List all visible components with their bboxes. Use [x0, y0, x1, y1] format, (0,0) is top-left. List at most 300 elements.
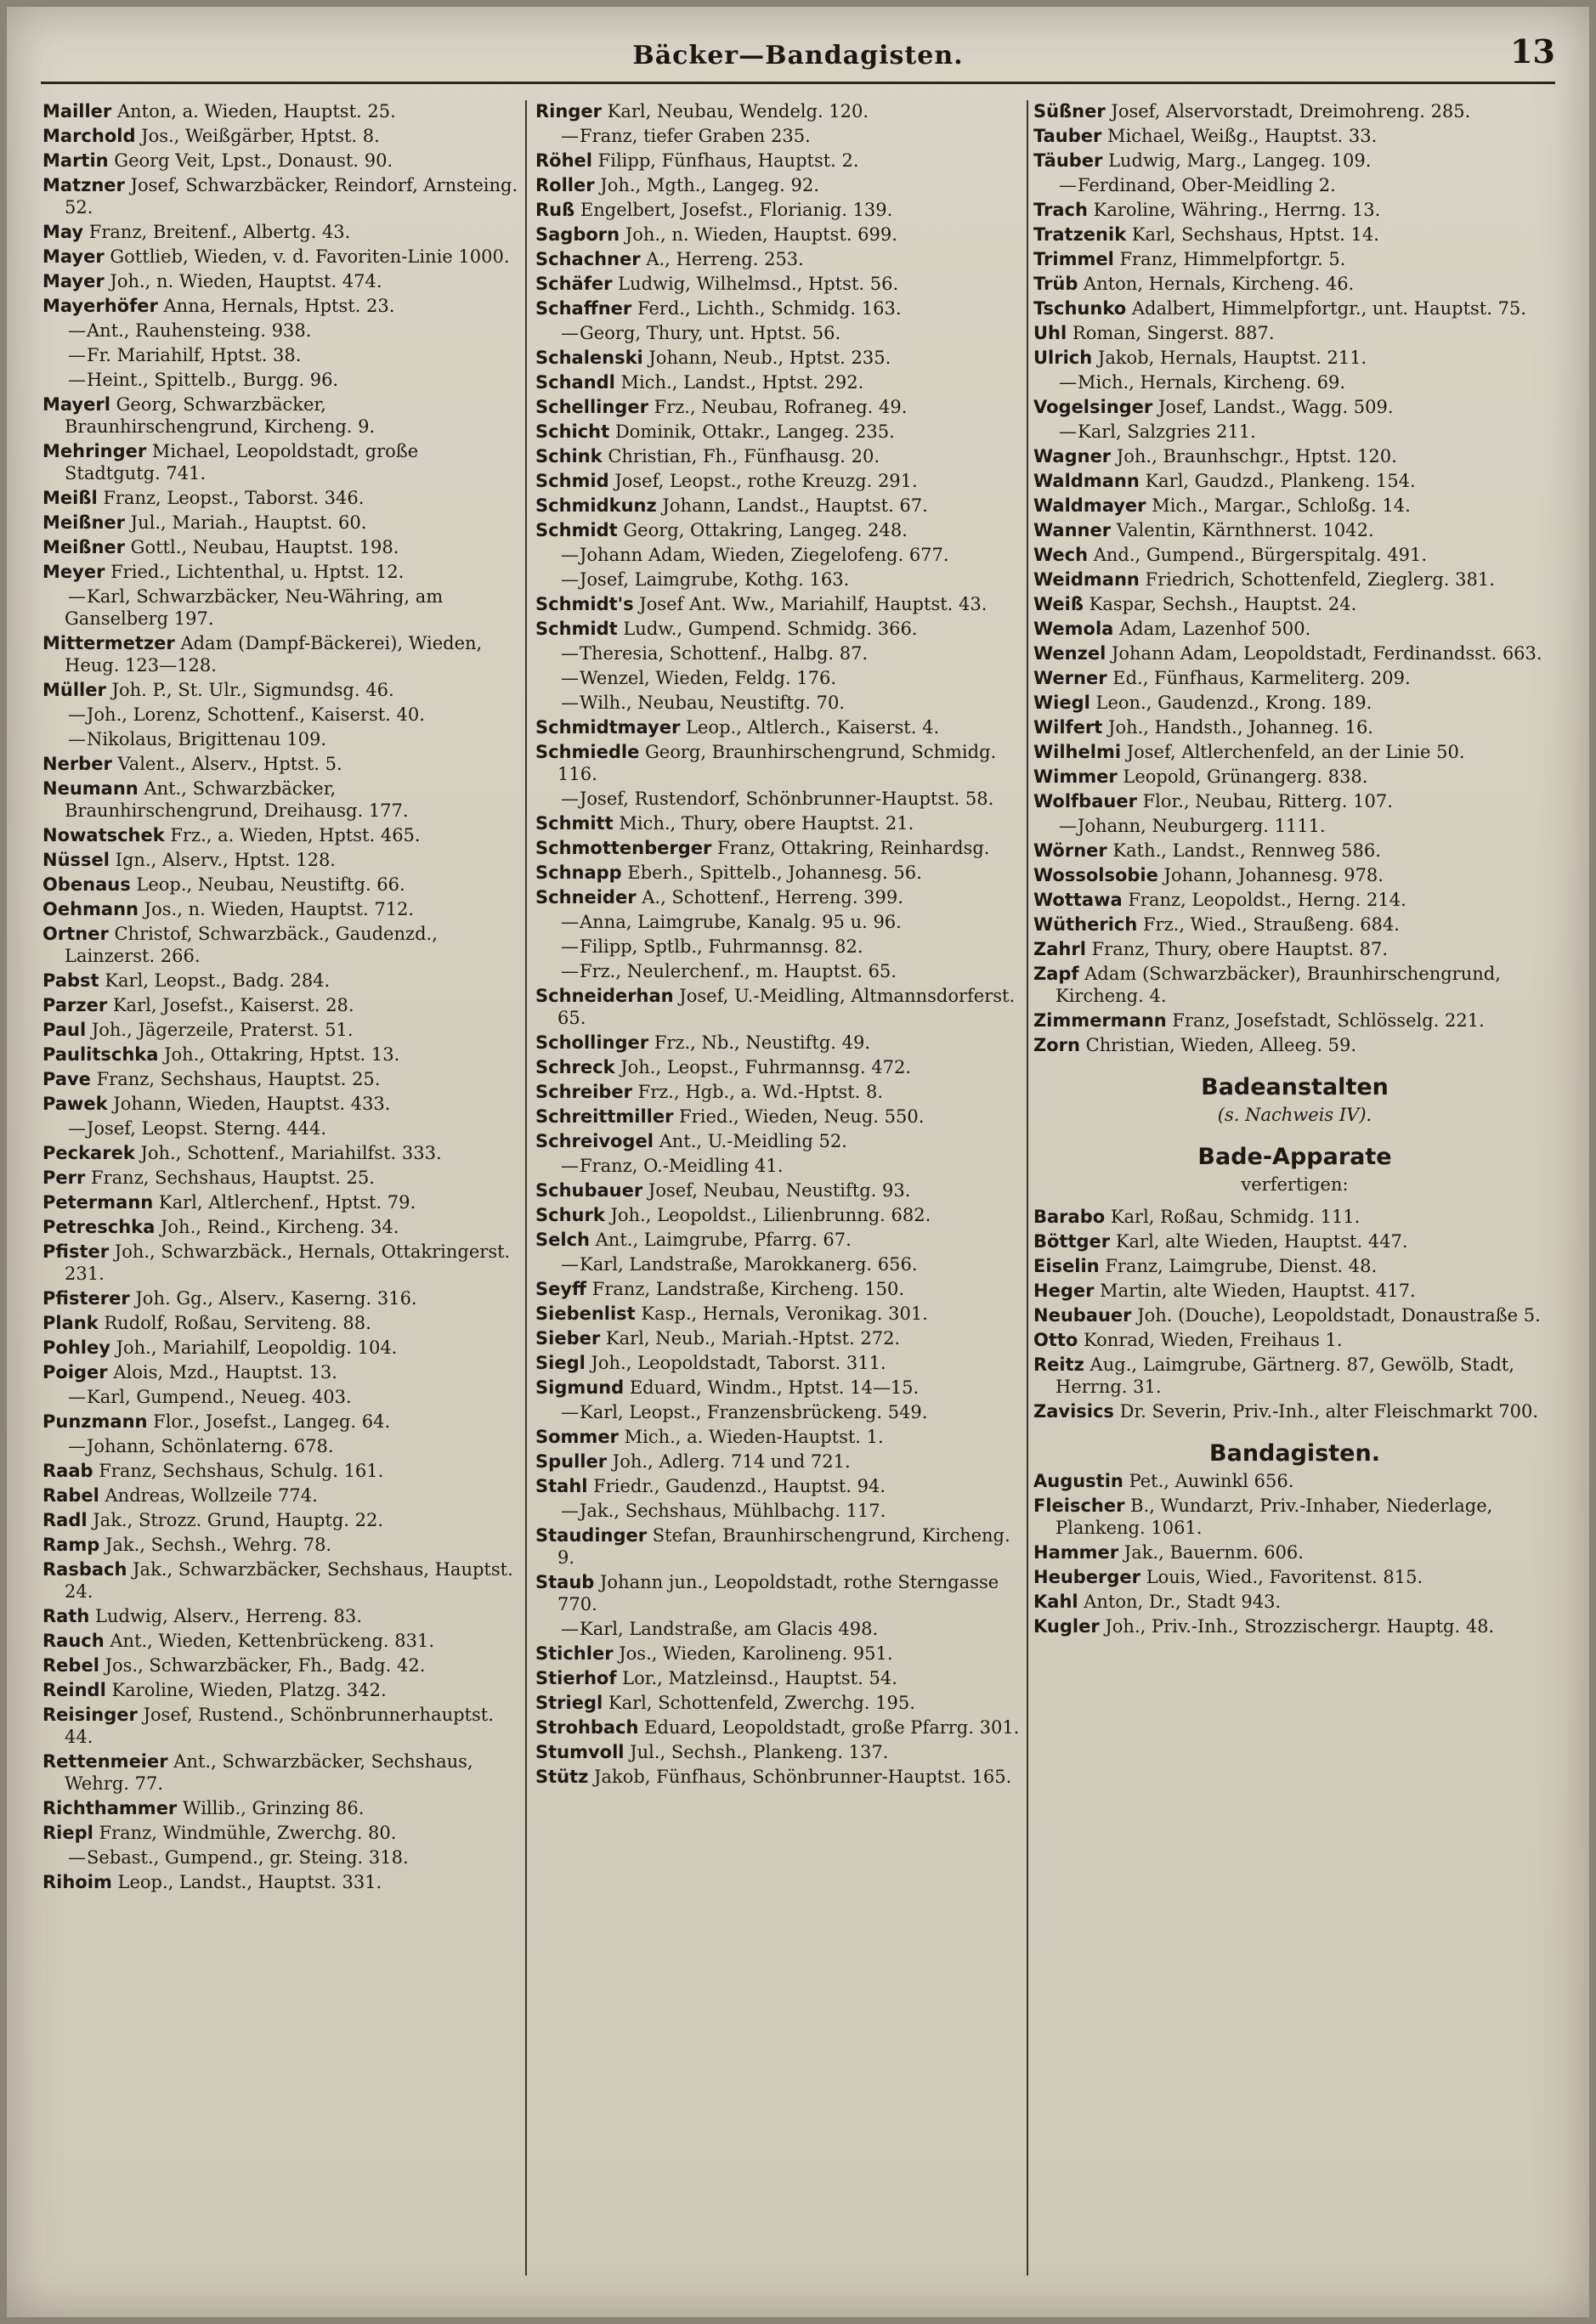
entry-surname: Schicht: [535, 421, 610, 442]
directory-entry: [42, 174, 518, 218]
entry-details: Karl, Altlerchenf., Hptst. 79.: [153, 1192, 416, 1213]
entry-surname: Richthammer: [42, 1798, 178, 1818]
entry-surname: Plank: [42, 1313, 99, 1333]
entry-details: Alois, Mzd., Hauptst. 13.: [107, 1362, 337, 1383]
directory-entry: [1033, 495, 1556, 517]
directory-entry: [535, 1056, 1020, 1078]
entry-details: Fried., Wieden, Neug. 550.: [673, 1106, 925, 1127]
entry-details: Ant., Wieden, Kettenbrückeng. 831.: [104, 1631, 435, 1651]
directory-entry: [42, 1605, 518, 1627]
entry-surname: Petermann: [42, 1192, 154, 1213]
entry-surname: Rebel: [42, 1655, 99, 1676]
entry-details: Filipp, Fünfhaus, Hauptst. 2.: [592, 150, 859, 171]
entry-details: Valentin, Kärnthnerst. 1042.: [1111, 520, 1374, 540]
entry-surname: Nowatschek: [42, 825, 165, 845]
entry-surname: Siegl: [535, 1353, 586, 1373]
entry-surname: Wanner: [1033, 520, 1112, 540]
directory-entry: [42, 319, 518, 342]
entry-surname: Marchold: [42, 126, 136, 146]
directory-entry: [42, 1337, 518, 1359]
directory-entry: [1033, 322, 1556, 344]
entry-surname: Schneider: [535, 887, 637, 908]
column-2: [535, 100, 1020, 2293]
directory-entry: [535, 692, 1020, 714]
entry-details: Heint., Spittelb., Burgg. 96.: [87, 370, 339, 390]
directory-entry: [535, 297, 1020, 319]
entry-surname: Schreiber: [535, 1082, 632, 1102]
entry-surname: Raab: [42, 1461, 93, 1481]
entry-details: Eduard, Windm., Hptst. 14—15.: [624, 1377, 920, 1398]
directory-entry: [1033, 371, 1556, 393]
entry-surname: Müller: [42, 680, 106, 700]
entry-details: Joh., Handsth., Johanneg. 16.: [1102, 717, 1373, 738]
entry-surname: Staudinger: [535, 1525, 648, 1546]
entry-surname: Obenaus: [42, 874, 131, 895]
entry-surname: Mailler: [42, 101, 112, 122]
directory-entry: [42, 824, 518, 846]
directory-entry: [535, 273, 1020, 295]
directory-entry: [535, 642, 1020, 664]
entry-details: Ludwig, Wilhelmsd., Hptst. 56.: [612, 274, 899, 294]
entry-surname: Schmidt's: [535, 594, 634, 614]
entry-details: Joh., Priv.-Inh., Strozzischergr. Hauptg. 48.: [1099, 1616, 1495, 1637]
column-divider: [1027, 100, 1028, 2276]
entry-surname: Barabo: [1033, 1207, 1106, 1227]
entry-surname: Wolfbauer: [1033, 791, 1137, 811]
directory-entry: [535, 1741, 1020, 1763]
entry-details: Karl, alte Wieden, Hauptst. 447.: [1110, 1231, 1408, 1252]
entry-details: Georg, Thury, unt. Hptst. 56.: [580, 323, 841, 343]
entry-surname: Eiselin: [1033, 1256, 1100, 1276]
entry-details: Anna, Laimgrube, Kanalg. 95 u. 96.: [580, 912, 902, 932]
entry-details: Johann Adam, Leopoldstadt, Ferdinandsst. 663.: [1106, 643, 1542, 664]
entry-details: Christof, Schwarzbäck., Gaudenzd., Lainzerst. 266.: [65, 924, 438, 966]
directory-entry: [535, 1204, 1020, 1226]
repeat-dash: —: [561, 668, 579, 688]
entry-details: Valent., Alserv., Hptst. 5.: [111, 754, 342, 774]
directory-entry: [42, 1846, 518, 1869]
directory-entry: [535, 1450, 1020, 1473]
entry-details: Lor., Matzleinsd., Hauptst. 54.: [616, 1668, 897, 1688]
entry-details: Karl, Sechshaus, Hptst. 14.: [1126, 224, 1379, 245]
entry-details: Joh., Leopoldstadt, Taborst. 311.: [585, 1353, 886, 1373]
directory-page: [7, 7, 1589, 2317]
entry-details: Josef, Rustendorf, Schönbrunner-Hauptst. 58.: [580, 789, 994, 809]
directory-entry: [535, 741, 1020, 785]
directory-entry: [42, 1167, 518, 1189]
entry-surname: Schmiedle: [535, 742, 640, 762]
entry-surname: Vogelsinger: [1033, 397, 1153, 417]
entry-details: Eduard, Leopoldstadt, große Pfarrg. 301.: [638, 1717, 1020, 1738]
directory-entry: [1033, 1280, 1556, 1302]
entry-details: Franz, Landstraße, Kircheng. 150.: [586, 1279, 905, 1299]
entry-details: Franz, Sechshaus, Schulg. 161.: [93, 1461, 384, 1481]
entry-surname: Kugler: [1033, 1616, 1100, 1637]
directory-entry: [42, 849, 518, 871]
directory-entry: [42, 1630, 518, 1652]
entry-surname: Sagborn: [535, 224, 620, 245]
entry-surname: Fleischer: [1033, 1496, 1125, 1516]
directory-entry: [1033, 1541, 1556, 1563]
directory-entry: [535, 837, 1020, 859]
entry-surname: Poiger: [42, 1362, 108, 1383]
entry-surname: Zapf: [1033, 964, 1079, 984]
entry-details: Karl, Gumpend., Neueg. 403.: [87, 1387, 352, 1407]
entry-details: Karoline, Wieden, Platzg. 342.: [105, 1680, 387, 1700]
entry-surname: Wilhelmi: [1033, 742, 1122, 762]
repeat-dash: —: [561, 643, 579, 664]
directory-entry: [535, 862, 1020, 884]
directory-entry: [535, 1475, 1020, 1497]
entry-surname: Trüb: [1033, 274, 1078, 294]
repeat-dash: —: [561, 1619, 579, 1639]
directory-entry: [42, 1704, 518, 1748]
entry-details: Joh., n. Wieden, Hauptst. 474.: [104, 271, 382, 291]
entry-details: Karl, Leopst., Franzensbrückeng. 549.: [580, 1402, 928, 1422]
directory-entry: [535, 248, 1020, 270]
directory-entry: [42, 898, 518, 920]
entry-surname: Peckarek: [42, 1143, 135, 1163]
section-heading-bade-apparate: Bade-Apparate: [1197, 1144, 1392, 1170]
entry-surname: Schneiderhan: [535, 986, 674, 1006]
directory-entry: [1033, 913, 1556, 936]
directory-entry: [535, 1130, 1020, 1152]
entry-details: Joh., Jägerzeile, Praterst. 51.: [86, 1020, 354, 1040]
directory-entry: [42, 1509, 518, 1531]
entry-details: Mich., Thury, obere Hauptst. 21.: [613, 813, 914, 834]
entry-details: Ign., Alserv., Hptst. 128.: [109, 850, 336, 870]
entry-details: Joh., Adlerg. 714 und 721.: [607, 1451, 851, 1472]
directory-entry: [42, 1484, 518, 1507]
directory-entry: [42, 1312, 518, 1334]
directory-entry: [535, 223, 1020, 246]
entry-details: Ant., Schwarzbäcker, Sechshaus, Wehrg. 77.: [65, 1751, 473, 1794]
repeat-dash: —: [68, 1118, 86, 1139]
entry-details: Christian, Fh., Fünfhausg. 20.: [602, 446, 880, 466]
entry-details: Jos., n. Wieden, Hauptst. 712.: [139, 899, 415, 919]
directory-entry: [1033, 421, 1556, 443]
entry-surname: Zorn: [1033, 1035, 1080, 1055]
directory-entry: [42, 295, 518, 317]
entry-details: Josef, Altlerchenfeld, an der Linie 50.: [1121, 742, 1465, 762]
entry-details: Konrad, Wieden, Freihaus 1.: [1078, 1330, 1343, 1350]
entry-details: Jak., Sechsh., Wehrg. 78.: [99, 1535, 332, 1555]
entry-details: Franz, Laimgrube, Dienst. 48.: [1099, 1256, 1378, 1276]
entry-details: Franz, Leopoldst., Herng. 214.: [1122, 890, 1406, 910]
directory-entry: [1033, 568, 1556, 591]
entry-details: Aug., Laimgrube, Gärtnerg. 87, Gewölb, Stadt, Herrng. 31.: [1056, 1354, 1514, 1397]
directory-entry: [535, 174, 1020, 196]
entries-block: [1033, 100, 1556, 1056]
entry-details: Karl, Schwarzbäcker, Neu-Währing, am Ganselberg 197.: [65, 586, 444, 629]
bade-apparate-list: [1033, 1206, 1556, 1422]
directory-entry: [1033, 1255, 1556, 1277]
entry-details: Kasp., Hernals, Veronikag. 301.: [635, 1303, 928, 1324]
entry-details: Michael, Weißg., Hauptst. 33.: [1101, 126, 1378, 146]
entry-details: Leop., Neubau, Neustiftg. 66.: [130, 874, 405, 895]
entry-details: Ludw., Gumpend. Schmidg. 366.: [617, 619, 918, 639]
entry-details: Martin, alte Wieden, Hauptst. 417.: [1094, 1281, 1416, 1301]
entry-surname: Stumvoll: [535, 1742, 625, 1762]
entry-surname: Ruß: [535, 200, 575, 220]
directory-entry: [42, 1191, 518, 1213]
entry-surname: Waldmann: [1033, 471, 1140, 491]
entry-surname: Meißl: [42, 488, 98, 508]
directory-entry: [535, 150, 1020, 172]
entry-details: Jul., Sechsh., Plankeng. 137.: [624, 1742, 889, 1762]
directory-entry: [42, 221, 518, 243]
entry-surname: Rihoim: [42, 1872, 112, 1892]
directory-entry: [1033, 667, 1556, 689]
entry-details: Leop., Altlerch., Kaiserst. 4.: [680, 717, 940, 738]
directory-entry: [535, 396, 1020, 418]
entry-details: Anton, Hernals, Kircheng. 46.: [1078, 274, 1355, 294]
entry-details: Mich., Margar., Schloßg. 14.: [1146, 495, 1411, 516]
repeat-dash: —: [68, 320, 86, 341]
entry-surname: Pabst: [42, 970, 99, 991]
directory-entry: [535, 936, 1020, 958]
entry-surname: Trimmel: [1033, 249, 1114, 269]
directory-entry: [42, 100, 518, 122]
directory-entry: [1033, 223, 1556, 246]
directory-entry: [535, 371, 1020, 393]
entry-surname: Pfister: [42, 1241, 110, 1262]
section-heading-badeanstalten: Badeanstalten: [1201, 1074, 1389, 1100]
directory-entry: [1033, 716, 1556, 738]
entry-details: Jak., Schwarzbäcker, Sechshaus, Hauptst. 24.: [65, 1559, 513, 1602]
entry-details: Mich., Landst., Hptst. 292.: [614, 372, 864, 393]
directory-entry: [1033, 1304, 1556, 1326]
directory-entry: [42, 1871, 518, 1893]
directory-entry: [535, 812, 1020, 834]
entry-details: Franz, Ottakring, Reinhardsg.: [711, 838, 990, 858]
directory-entry: [1033, 840, 1556, 862]
repeat-dash: —: [68, 1847, 86, 1868]
directory-entry: [1033, 519, 1556, 541]
directory-entry: [42, 270, 518, 292]
entry-details: Jak., Bauernm. 606.: [1118, 1542, 1304, 1563]
column-divider: [525, 100, 527, 2276]
directory-entry: [42, 679, 518, 701]
directory-entry: [42, 1019, 518, 1041]
directory-entry: [1033, 1615, 1556, 1637]
entry-details: Franz, Thury, obere Hauptst. 87.: [1085, 939, 1389, 959]
directory-entry: [1033, 273, 1556, 295]
directory-entry: [535, 716, 1020, 738]
entry-details: Ed., Fünfhaus, Karmeliterg. 209.: [1106, 668, 1411, 688]
entry-details: Adam (Schwarzbäcker), Braunhirschengrund, Kircheng. 4.: [1056, 964, 1501, 1006]
entry-details: Gottlieb, Wieden, v. d. Favoriten-Linie 1000.: [104, 246, 510, 267]
directory-entry: [535, 544, 1020, 566]
directory-entry: [535, 1500, 1020, 1522]
entry-surname: Tauber: [1033, 126, 1102, 146]
entry-details: Joh., Reind., Kircheng. 34.: [155, 1217, 399, 1237]
directory-entry: [42, 1822, 518, 1844]
entry-surname: Otto: [1033, 1330, 1078, 1350]
entry-details: Georg, Schwarzbäcker, Braunhirschengrund, Kircheng. 9.: [65, 394, 376, 437]
entry-details: Joh., Ottakring, Hptst. 13.: [158, 1044, 400, 1065]
directory-entry: [535, 1571, 1020, 1615]
directory-entry: [1033, 1034, 1556, 1056]
entry-surname: Schmidkunz: [535, 495, 657, 516]
directory-entry: [42, 632, 518, 676]
directory-entry: [1033, 1329, 1556, 1351]
directory-entry: [535, 1327, 1020, 1349]
directory-entry: [42, 1797, 518, 1819]
entry-surname: Sieber: [535, 1328, 601, 1349]
directory-entry: [42, 150, 518, 172]
directory-entry: [535, 911, 1020, 933]
section-subtitle-bade-apparate: verfertigen:: [1241, 1174, 1349, 1195]
directory-entry: [1033, 1495, 1556, 1539]
entry-surname: Paul: [42, 1020, 87, 1040]
repeat-dash: —: [561, 912, 579, 932]
directory-entry: [535, 1179, 1020, 1202]
directory-entry: [535, 1352, 1020, 1374]
repeat-dash: —: [68, 704, 86, 725]
entry-surname: Pfisterer: [42, 1288, 130, 1309]
entry-surname: Ringer: [535, 101, 602, 122]
directory-entry: [42, 1534, 518, 1556]
entry-details: Jul., Mariah., Hauptst. 60.: [125, 512, 367, 533]
entry-surname: Schreck: [535, 1057, 615, 1077]
entry-details: Ludwig, Marg., Langeg. 109.: [1102, 150, 1372, 171]
entry-details: Joh. P., St. Ulr., Sigmundsg. 46.: [105, 680, 394, 700]
directory-entry: [42, 125, 518, 147]
directory-entry: [1033, 1009, 1556, 1032]
entry-surname: Hammer: [1033, 1542, 1119, 1563]
section-note-badeanstalten: (s. Nachweis IV).: [1217, 1105, 1372, 1125]
entry-details: Anton, Dr., Stadt 943.: [1078, 1592, 1282, 1612]
directory-entry: [535, 985, 1020, 1029]
directory-entry: [1033, 864, 1556, 886]
entry-surname: Schubauer: [535, 1180, 643, 1201]
repeat-dash: —: [561, 1402, 579, 1422]
entry-details: Nikolaus, Brigittenau 109.: [87, 729, 327, 749]
directory-entry: [1033, 1591, 1556, 1613]
entry-surname: Waldmayer: [1033, 495, 1146, 516]
entry-surname: Schmitt: [535, 813, 614, 834]
entry-surname: Werner: [1033, 668, 1107, 688]
entry-details: Josef, Schwarzbäcker, Reindorf, Arnsteing. 52.: [65, 175, 518, 218]
repeat-dash: —: [561, 693, 579, 713]
directory-entry: [535, 788, 1020, 810]
repeat-dash: —: [561, 789, 579, 809]
entry-details: Theresia, Schottenf., Halbg. 87.: [580, 643, 869, 664]
repeat-dash: —: [68, 586, 86, 607]
entry-details: Frz., a. Wieden, Hptst. 465.: [164, 825, 421, 845]
directory-entry: [42, 393, 518, 438]
entry-details: Joh., Mariahilf, Leopoldig. 104.: [110, 1337, 398, 1358]
entry-details: Franz, Himmelpfortgr. 5.: [1113, 249, 1346, 269]
entry-surname: Röhel: [535, 150, 592, 171]
entry-surname: Staub: [535, 1572, 595, 1592]
entry-surname: Mayerhöfer: [42, 296, 158, 316]
entry-surname: Pave: [42, 1069, 91, 1089]
entry-details: Joh., Schwarzbäck., Hernals, Ottakringerst. 231.: [65, 1241, 511, 1284]
entry-details: Franz, O.-Meidling 41.: [580, 1156, 784, 1176]
entry-details: Ferd., Lichth., Schmidg. 163.: [631, 298, 902, 319]
entry-surname: May: [42, 222, 84, 242]
entry-surname: Reisinger: [42, 1705, 138, 1725]
entry-details: Friedr., Gaudenzd., Hauptst. 94.: [587, 1476, 886, 1496]
entry-details: Georg, Braunhirschengrund, Schmidg. 116.: [557, 742, 997, 784]
directory-entry: [1033, 1400, 1556, 1422]
entry-details: A., Schottenf., Herreng. 399.: [636, 887, 903, 908]
entry-surname: Schmidt: [535, 619, 618, 639]
entry-details: Engelbert, Josefst., Florianig. 139.: [574, 200, 893, 220]
directory-entry: [535, 125, 1020, 147]
repeat-dash: —: [561, 126, 579, 146]
entry-surname: Meißner: [42, 512, 125, 533]
column-1: [42, 100, 518, 2293]
directory-entry: [535, 1692, 1020, 1714]
entry-details: Rudolf, Roßau, Serviteng. 88.: [98, 1313, 371, 1333]
entry-surname: Rasbach: [42, 1559, 127, 1580]
entry-details: Jakob, Hernals, Hauptst. 211.: [1092, 348, 1367, 368]
entry-surname: Mehringer: [42, 441, 147, 461]
entry-surname: Schmid: [535, 471, 609, 491]
entry-details: Karl, Salzgries 211.: [1078, 421, 1256, 442]
entry-surname: Augustin: [1033, 1471, 1123, 1491]
repeat-dash: —: [1059, 372, 1077, 393]
entry-surname: Pohley: [42, 1337, 110, 1358]
directory-entry: [1033, 347, 1556, 369]
directory-entry: [1033, 150, 1556, 172]
directory-entry: [42, 1654, 518, 1677]
entry-details: Joh. Gg., Alserv., Kaserng. 316.: [129, 1288, 417, 1309]
directory-entry: [1033, 1230, 1556, 1252]
entry-details: Joh., Mgth., Langeg. 92.: [594, 175, 819, 195]
entry-details: Andreas, Wollzeile 774.: [99, 1485, 318, 1506]
entry-surname: Täuber: [1033, 150, 1103, 171]
entry-details: Flor., Neubau, Ritterg. 107.: [1136, 791, 1393, 811]
directory-entry: [535, 100, 1020, 122]
entry-surname: Schalenski: [535, 348, 643, 368]
entry-surname: Meißner: [42, 537, 125, 557]
directory-entry: [1033, 618, 1556, 640]
entry-surname: Parzer: [42, 995, 108, 1015]
entry-details: Frz., Wied., Straußeng. 684.: [1137, 914, 1400, 935]
entry-surname: Mittermetzer: [42, 633, 175, 653]
directory-entry: [42, 994, 518, 1016]
entry-details: Eberh., Spittelb., Johannesg. 56.: [621, 862, 922, 883]
directory-entry: [1033, 174, 1556, 196]
header-rule: [41, 82, 1555, 84]
directory-entry: [535, 199, 1020, 221]
entry-surname: Reindl: [42, 1680, 106, 1700]
entry-details: Willib., Grinzing 86.: [177, 1798, 365, 1818]
entry-surname: Matzner: [42, 175, 125, 195]
entry-details: A., Herreng. 253.: [640, 249, 804, 269]
entry-details: Josef, Alservorstadt, Dreimohreng. 285.: [1105, 101, 1471, 122]
entry-details: Johann jun., Leopoldstadt, rothe Sterngasse 770.: [557, 1572, 999, 1614]
entry-surname: Kahl: [1033, 1592, 1078, 1612]
entry-details: Joh. (Douche), Leopoldstadt, Donaustraße 5.: [1131, 1305, 1541, 1326]
entry-details: Franz, Windmühle, Zwerchg. 80.: [93, 1823, 397, 1843]
entry-details: Josef, Leopst. Sterng. 444.: [87, 1118, 327, 1139]
directory-entry: [535, 593, 1020, 615]
repeat-dash: —: [68, 345, 86, 365]
entry-surname: Schmidtmayer: [535, 717, 681, 738]
directory-entry: [42, 1241, 518, 1285]
entry-details: Sebast., Gumpend., gr. Steing. 318.: [87, 1847, 409, 1868]
directory-entry: [42, 1750, 518, 1795]
repeat-dash: —: [1059, 175, 1077, 195]
directory-entry: [535, 1032, 1020, 1054]
directory-entry: [42, 585, 518, 630]
entry-surname: Ulrich: [1033, 348, 1093, 368]
